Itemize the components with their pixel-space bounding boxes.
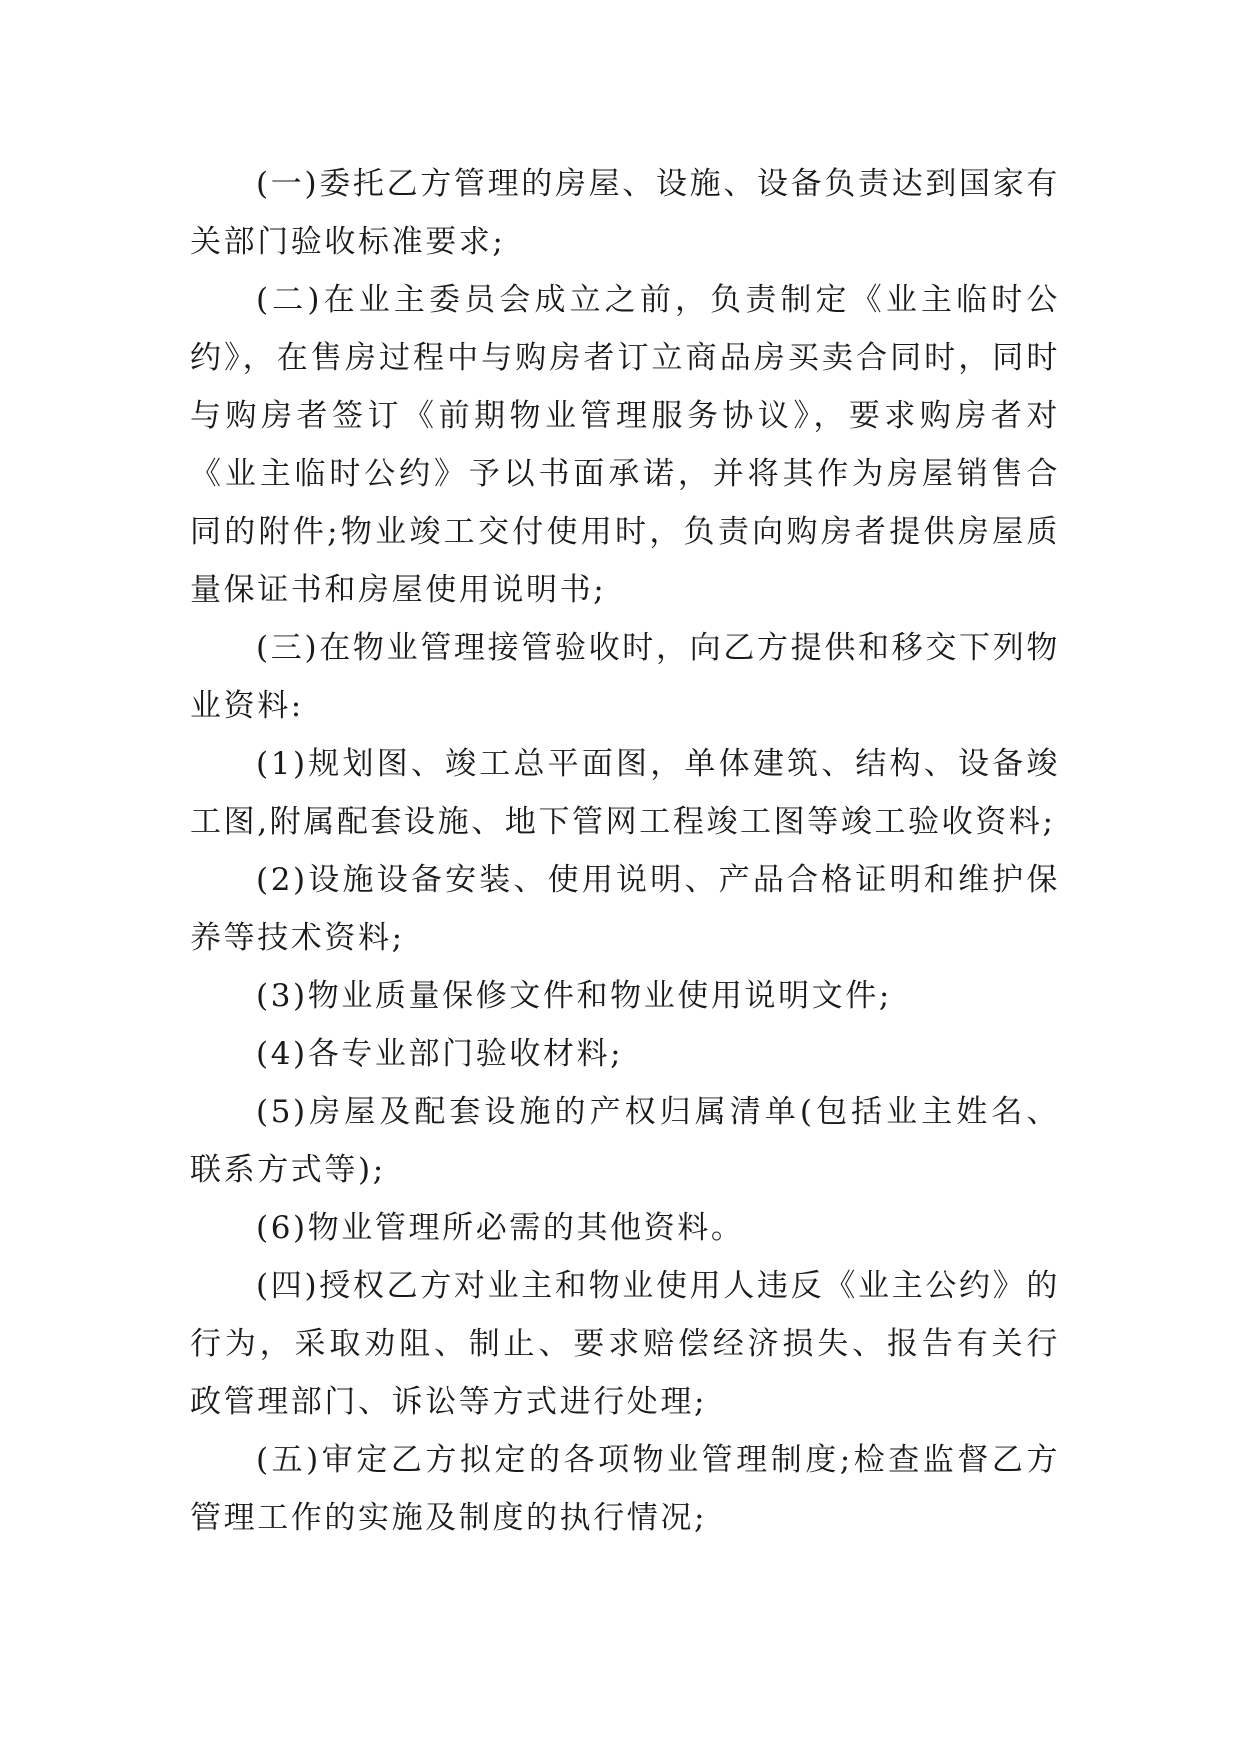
list-item-5: (5)房屋及配套设施的产权归属清单(包括业主姓名、联系方式等); — [190, 1094, 1060, 1188]
paragraph-1: (一)委托乙方管理的房屋、设施、设备负责达到国家有关部门验收标准要求; — [190, 166, 1060, 260]
list-item-3: (3)物业质量保修文件和物业使用说明文件; — [256, 978, 892, 1014]
list-item-6: (6)物业管理所必需的其他资料。 — [256, 1210, 745, 1246]
paragraph-3: (三)在物业管理接管验收时，向乙方提供和移交下列物业资料: — [190, 630, 1060, 724]
paragraph-4: (四)授权乙方对业主和物业使用人违反《业主公约》的行为，采取劝阻、制止、要求赔偿经济损失、报告有关行政管理部门、诉讼等方式进行处理; — [190, 1268, 1060, 1420]
list-item-4: (4)各专业部门验收材料; — [256, 1036, 624, 1072]
paragraph-2: (二)在业主委员会成立之前，负责制定《业主临时公约》，在售房过程中与购房者订立商品房买卖合同时，同时与购房者签订《前期物业管理服务协议》，要求购房者对《业主临时公约》予以书面承诺，并将其作为房屋销售合同的附件;物业竣工交付使用时，负责向购房者提供房屋质量保证书和房屋使用说明书; — [190, 282, 1060, 608]
document-body — [190, 155, 1060, 1547]
list-item-2: (2)设施设备安装、使用说明、产品合格证明和维护保养等技术资料; — [190, 862, 1060, 956]
list-item-1: (1)规划图、竣工总平面图，单体建筑、结构、设备竣工图,附属配套设施、地下管网工程竣工图等竣工验收资料; — [190, 746, 1060, 840]
paragraph-5: (五)审定乙方拟定的各项物业管理制度;检查监督乙方管理工作的实施及制度的执行情况; — [190, 1442, 1060, 1536]
